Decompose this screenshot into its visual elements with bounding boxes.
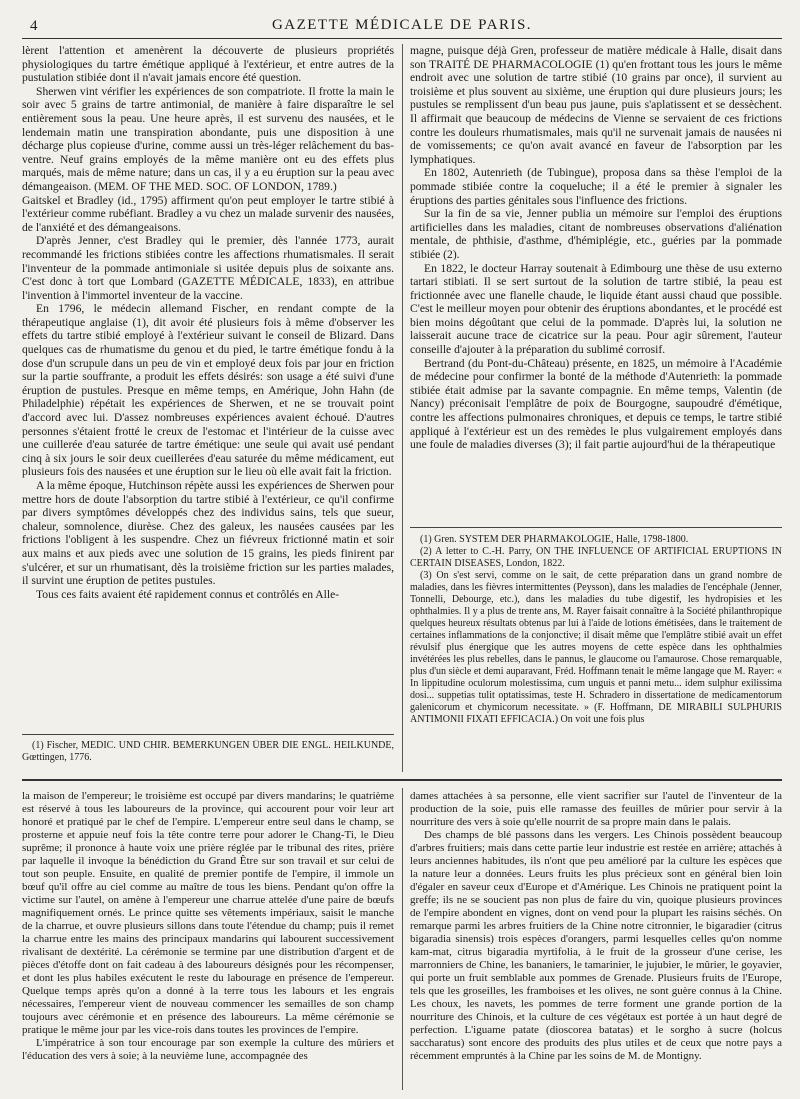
article-column-right (410, 44, 782, 522)
paragraph: En 1802, Autenrieth (de Tubingue), proposa dans sa thèse l'emploi de la pommade stibiée contre la coqueluche; il a été le premier à signaler les éruptions des parties génitales sous l'influence des frictions. (410, 166, 782, 207)
footnote: (3) On s'est servi, comme on le sait, de cette préparation dans un grand nombre de maladies, dans les fièvres intermittentes (Peysson), dans les maladies de l'encéphale (Jenner, Tonnelli, Debourge, etc.), dans les maladies du tube digestif, les hydropisies et les ophthalmies. Il y a plus de trente ans, M. Rayer faisait connaître à la Société philanthropique quelques heureux résultats obtenus par lui à l'aide de lotions émétisées, dans le traitement de certaines inflammations de la conjonctive; il disait même que l'emplâtre stibié avait un effet révulsif plus énergique que les autres moyens de cette espèce dans les ophthalmies invétérées les plus rebelles, dans le pannus, le glaucome ou l'amaurose. Chose remarquable, plus d'un siècle et demi auparavant, Fréd. Hoffmann tenait le même langage que M. Rayer: « In lippitudine oculorum molestissima, cum unguis et panni metu... idem sulphur exilissima dosi... suppetias tulit optatissimas, teste H. Schradero in dissertatione de medicamentorum galenicorum et chymicorum necessitate. » (F. Hoffmann, DE MIRABILI SULPHURIS ANTIMONII FIXATI EFFICACIA.) On voit une fois plus (410, 570, 782, 725)
paragraph: dames attachées à sa personne, elle vient sacrifier sur l'autel de l'inventeur de la production de la soie, puis elle ramasse des feuilles de mûrier pour servir à la nourriture des vers à soie qu'elle nourrit de sa propre main dans le palais. (410, 790, 782, 828)
feuilleton-column-right (410, 790, 782, 1090)
feuilleton-column-left (22, 790, 394, 1090)
footnote: (1) Gren. SYSTEM DER PHARMAKOLOGIE, Halle, 1798-1800. (420, 534, 689, 545)
paragraph: L'impératrice à son tour encourage par son exemple la culture des mûriers et l'éducation des vers à soie; à la neuvième lune, accompagnée des (22, 1037, 394, 1062)
paragraph: magne, puisque déjà Gren, professeur de matière médicale à Halle, disait dans son TRAITÉ DE PHARMACOLOGIE (1) qu'en frottant tous les jours le même endroit avec une solution de tartre stibié (10 grains par once), il survient au troisième et plus souvent au sixième, une éruption qui dure plusieurs jours; les pustules se remplissent d'un beau pus jaune, puis s'aplatissent et se dessèchent. Il affirmait que beaucoup de médecins de Vienne se servaient de ces frictions contre les douleurs rhumatismales, mais qu'il ne survenait jamais de nausées ni de vomissements; ce qu'on avait avancé en faveur de l'absorption par les lymphatiques. (410, 44, 782, 166)
masthead-title: GAZETTE MÉDICALE DE PARIS. (271, 17, 533, 33)
paragraph: la maison de l'empereur; le troisième est occupé par divers mandarins; le quatrième est réservé à tous les laboureurs de la province, qui accourent pour voir leur art honoré et pratiqué par le chef de l'empire. L'empereur entre seul dans le champ, se prosterne et appuie neuf fois la tête contre terre pour adorer le Chang-Ti, le Dieu suprême; il prononce à haute voix une prière réglée par le tribunal des rites, prière par laquelle il invoque la bénédiction du Grand Être sur son travail et sur celui de tout son peuple. Ensuite, en qualité de premier pontife de l'empire, il immole un bœuf qu'il offre au ciel comme au maître de tous les biens. Pendant qu'on offre la victime sur l'autel, on amène à l'empereur une charrue attelée d'une paire de bœufs magnifiquement ornés. Le prince quitte ses vêtements impériaux, saisit le manche de la charrue, et ouvre plusieurs sillons dans toute l'étendue du champ; puis il remet la charrue entre les mains des principaux mandarins qui labourent successivement rivalisant de dextérité. La cérémonie se termine par une distribution d'argent et de pièces d'étoffe dont on fait cadeau à des laboureurs désignés pour les récompenser, et dont les plus habiles exécutent le reste du labourage en présence de l'empereur. Quelque temps après qu'on a donné à la terre tous les labours et les engrais nécessaires, l'empereur vient de nouveau commencer les semailles de son champ toujours avec cérémonie et en présence des laboureurs. La même cérémonie se pratique le même jour par les vice-rois dans toutes les provinces de l'empire. (22, 790, 394, 1036)
paragraph: Tous ces faits avaient été rapidement connus et contrôlés en Alle- (36, 587, 340, 601)
paragraph: Sherwen vint vérifier les expériences de son compatriote. Il frotte la main le soir avec 5 grains de tartre antimonial, de manière à faire disparaître le sel entièrement sous la peau. Une heure après, il est survenu des nausées, et le lendemain matin une transpiration abondante, puis une disposition à une décharge plus copieuse d'urine, comme aussi un très-léger relâchement du bas-ventre. Neuf grains employés de la même manière ont eu des effets plus marqués, mais de même nature; dans un cas, il y a eu éruption sur la peau avec démangeaison. (MEM. OF THE MED. SOC. OF LONDON, 1789.) (22, 84, 394, 193)
paragraph: Sur la fin de sa vie, Jenner publia un mémoire sur l'emploi des éruptions artificielles dans les maladies, citant de nombreuses observations d'aliénation mentale, de phthisie, d'asthme, d'hémiplégie, etc., guéries par la pommade stibiée (2). (410, 207, 782, 261)
footnotes-left (22, 740, 394, 772)
paragraph: lèrent l'attention et amenèrent la découverte de plusieurs propriétés physiologiques du tartre émétique appliqué à l'extérieur, et entre autres de la pustulation stibiée dont il n'avait jamais encore été question. (22, 44, 394, 85)
paragraph: A la même époque, Hutchinson répète aussi les expériences de Sherwen pour mettre hors de doute l'absorption du tartre stibié à l'extérieur, ce qu'il confirme par divers symptômes développés chez des individus sains, tels que sueur, chaleur, somnolence, diurèse. Chez des galeux, les nausées causées par les frictions l'obligent à les suspendre. Chez un fiévreux frictionné matin et soir aux mains et aux pieds avec une solution de 15 grains, les pieds finirent par s'ulcérer, et sur un rhumatisant, dès la troisième friction sur les parties malades, il survint une éruption de petites pustules. (22, 479, 394, 588)
paragraph: En 1796, le médecin allemand Fischer, en rendant compte de la thérapeutique anglaise (1), dit avoir été plusieurs fois à même d'observer les effets du tartre stibié employé à l'extérieur suivant le conseil de Blizard. Dans quelques cas de rhumatisme du genou et du pied, le tartre émétique fondu à la dose d'un scrupule dans un peu de vin et employé deux fois par jour en friction sur la partie souffrante, a produit les effets désirés: son usage a été suivi d'une éruption de pustules. Presque en même temps, en Amérique, John Hahn (de Philadelphie) répétait les expériences de Sherwen, et ne se trouvait point d'accord avec lui. D'assez nombreuses expériences avaient échoué. D'autres personnes s'étaient frotté le creux de l'estomac et l'intérieur de la cuisse avec une cuillerée d'eau saturée de tartre émétique: une seule qui avait usé pendant cinq à six jours le soir deux cueillerées d'eau saturée du même médicament, eut plusieurs fois des nausées et une éruption sur le lieu où elle avait fait la friction. (22, 302, 394, 479)
paragraph: Bertrand (du Pont-du-Château) présente, en 1825, un mémoire à l'Académie de médecine pour confirmer la bonté de la méthode d'Autenrieth: la pommade stibiée était admise par la savante compagnie. En même temps, Valentin (de Nancy) préconisait l'emplâtre de poix de Bourgogne, saupoudré d'émétique, contre les affections pulmonaires chroniques, et depuis ce temps, le tartre stibié appliqué à l'extérieur est un des remèdes le plus vulgairement employés dans une foule de maladies diverses (3); il fait partie aujourd'hui de la thérapeutique (410, 356, 782, 452)
footnotes-right (410, 534, 782, 774)
footnote: (2) A letter to C.-H. Parry, ON THE INFLUENCE OF ARTIFICIAL ERUPTIONS IN CERTAIN DISEASES, London, 1822. (410, 546, 782, 569)
page-number: 4 (30, 18, 38, 34)
article-column-left (22, 44, 394, 706)
paragraph: D'après Jenner, c'est Bradley qui le premier, dès l'année 1773, aurait recommandé les frictions stibiées contre les affections rhumatismales. Il serait l'inventeur de la pommade antimoniale si usitée depuis plus de soixante ans. C'est donc à tort que Lombard (GAZETTE MÉDICALE, 1833), en attribue l'invention à l'immortel inventeur de la vaccine. (22, 234, 394, 302)
paragraph: En 1822, le docteur Harray soutenait à Edimbourg une thèse de usu externo tartari stibiati. Il se sert surtout de la solution de tartre stibié, la peau est frictionnée avec une flanelle chaude, le liquide étant aussi chaud que possible. C'est le meilleur moyen pour obtenir des éruptions abondantes, et le procédé est bien moins dégoûtant que celui de la pommade. D'après lui, la solution ne laisserait aucune trace de cicatrice sur la peau. Pour agir sûrement, l'auteur conseille d'ajouter à la préparation du sublimé corrosif. (410, 261, 782, 357)
column-divider (402, 788, 403, 1090)
section-divider (22, 779, 782, 781)
column-divider (402, 44, 403, 772)
paragraph: Gaitskel et Bradley (id., 1795) affirment qu'on peut employer le tartre stibié à l'extérieur comme rubéfiant. Bradley a vu chez un malade survenir des nausées, de l'anxiété et des démangeaisons. (22, 193, 394, 234)
footnote: (1) Fischer, MEDIC. UND CHIR. BEMERKUNGEN ÜBER DIE ENGL. HEILKUNDE, Gœttingen, 1776. (22, 740, 394, 763)
footnote-divider (410, 527, 782, 528)
paragraph: Des champs de blé passons dans les vergers. Les Chinois possèdent beaucoup d'arbres fruitiers; mais dans cette partie leur industrie est restée en arrière; attachés à leurs anciennes habitudes, ils n'ont que peu amélioré par la culture les espèces que la nature leur a données. Leurs fruits les plus précieux sont en général bien loin d'égaler en saveur ceux d'Europe et d'Amérique. Les Chinois ne pratiquent point la greffe; ils ne se soucient pas non plus de faire du vin, quoique plusieurs provinces de l'empire abondent en vignes, dont on vend pour la plupart les raisins séchés. On remarque parmi les arbres fruitiers de la Chine notre citronnier, le bigaradier (citrus bigaradia sinensis) trois espèces d'orangers, parmi lesquelles celles qu'on nomme kam-mat, citrus bigaradia myrtifolia, à le fruit de la grosseur d'une cerise, les marronniers de Chine, les bananiers, le tamarinier, le jujubier, le mûrier, le goyavier, qui porte un fruit semblable aux pommes de Grenade. Plusieurs fruits de l'Europe, tels que les groseilles, les framboises et les olives, ne sont guère connus à la Chine. Les choux, les navets, les pommes de terre forment une grande portion de la nourriture des Chinois, et la culture de ces végétaux est portée à un haut degré de perfection. L'iguame patate (dioscorea batatas) et le sorgho à sucre (holcus saccharatus) sont encore des produits des plus utiles et de ceux que notre pays a récemment empruntés à la Chine par les soins de M. de Montigny. (410, 829, 782, 1062)
page-header (22, 14, 782, 39)
footnote-divider (22, 734, 394, 735)
